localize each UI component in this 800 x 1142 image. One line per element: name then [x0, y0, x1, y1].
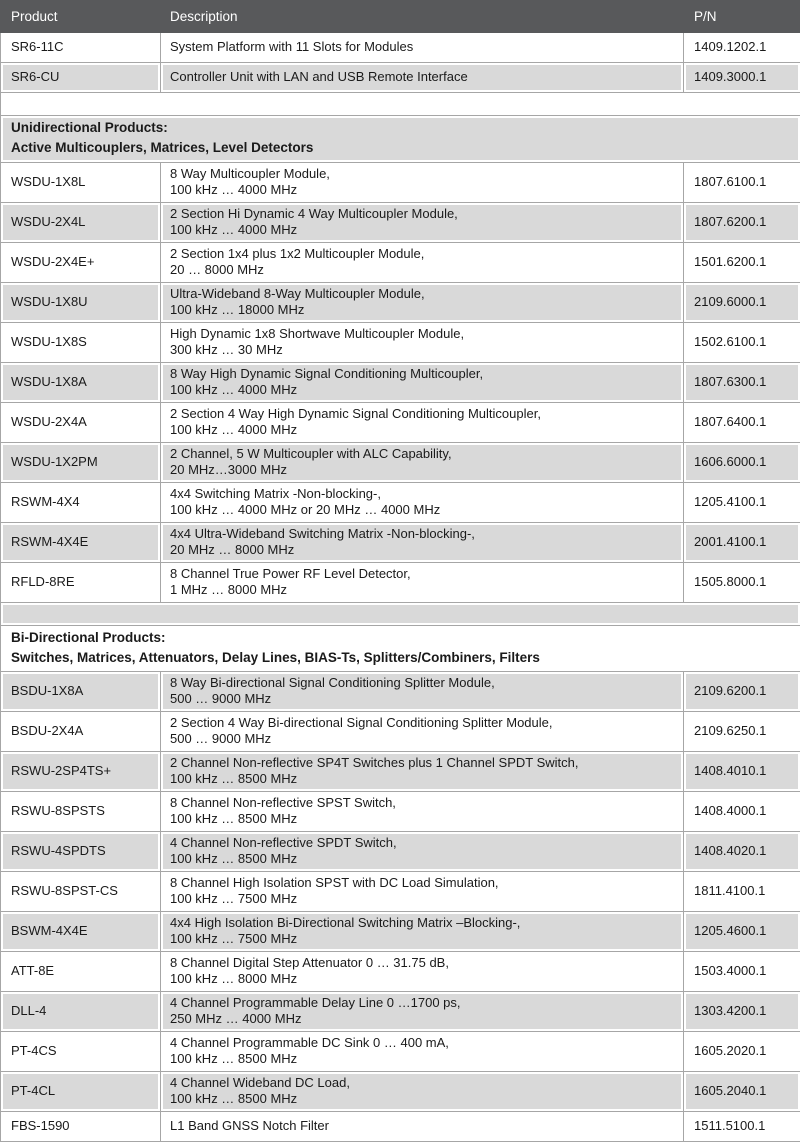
table-row — [1, 402, 800, 442]
product-cell: WSDU-2X4E+ — [1, 242, 161, 282]
column-header-product: Product — [1, 1, 161, 33]
description-cell — [161, 482, 684, 522]
column-header-description: Description — [161, 1, 684, 33]
description-line: System Platform with 11 Slots for Modules — [170, 39, 677, 55]
pn-cell: 1205.4600.1 — [684, 912, 800, 952]
description-line: 100 kHz … 8000 MHz — [170, 971, 677, 987]
description-line: 4x4 Ultra-Wideband Switching Matrix -Non-blocking-, — [170, 526, 677, 542]
table-row — [1, 522, 800, 562]
product-cell: RSWU-8SPSTS — [1, 792, 161, 832]
description-line: 500 … 9000 MHz — [170, 691, 677, 707]
description-line: 8 Way Bi-directional Signal Conditioning Splitter Module, — [170, 675, 677, 691]
pn-cell: 1409.3000.1 — [684, 63, 800, 93]
table-row — [1, 1112, 800, 1142]
pn-cell: 2001.4100.1 — [684, 522, 800, 562]
description-cell — [161, 792, 684, 832]
product-cell: WSDU-1X2PM — [1, 442, 161, 482]
description-line: 8 Way High Dynamic Signal Conditioning Multicoupler, — [170, 366, 677, 382]
description-line: 2 Section 4 Way High Dynamic Signal Conditioning Multicoupler, — [170, 406, 677, 422]
description-line: 8 Channel Digital Step Attenuator 0 … 31.75 dB, — [170, 955, 677, 971]
table-row — [1, 872, 800, 912]
description-line: 1 MHz … 8000 MHz — [170, 582, 677, 598]
section-header-line: Bi-Directional Products: — [11, 628, 792, 648]
product-cell: RSWU-8SPST-CS — [1, 872, 161, 912]
pn-cell: 1605.2020.1 — [684, 1032, 800, 1072]
product-cell: RSWM-4X4E — [1, 522, 161, 562]
pn-cell: 2109.6250.1 — [684, 712, 800, 752]
description-cell — [161, 832, 684, 872]
description-cell — [161, 362, 684, 402]
description-cell — [161, 672, 684, 712]
description-line: 4x4 Switching Matrix -Non-blocking-, — [170, 486, 677, 502]
spacer-row — [1, 93, 800, 116]
table-row — [1, 792, 800, 832]
product-cell: BSDU-2X4A — [1, 712, 161, 752]
description-line: 4 Channel Non-reflective SPDT Switch, — [170, 835, 677, 851]
description-line: 20 … 8000 MHz — [170, 262, 677, 278]
description-line: 4 Channel Programmable DC Sink 0 … 400 mA, — [170, 1035, 677, 1051]
description-line: High Dynamic 1x8 Shortwave Multicoupler Module, — [170, 326, 677, 342]
product-cell: SR6-11C — [1, 33, 161, 63]
product-cell: SR6-CU — [1, 63, 161, 93]
table-row — [1, 752, 800, 792]
pn-cell: 1807.6200.1 — [684, 202, 800, 242]
description-line: 4 Channel Programmable Delay Line 0 …1700 ps, — [170, 995, 677, 1011]
product-cell: FBS-1590 — [1, 1112, 161, 1142]
pn-cell: 1303.4200.1 — [684, 992, 800, 1032]
description-cell — [161, 872, 684, 912]
description-line: 100 kHz … 18000 MHz — [170, 302, 677, 318]
product-cell: ATT-8E — [1, 952, 161, 992]
description-line: 20 MHz…3000 MHz — [170, 462, 677, 478]
description-line: 100 kHz … 8500 MHz — [170, 771, 677, 787]
table-row — [1, 162, 800, 202]
header-row — [1, 1, 800, 33]
table-row — [1, 832, 800, 872]
product-cell: DLL-4 — [1, 992, 161, 1032]
table-row — [1, 992, 800, 1032]
table-row — [1, 362, 800, 402]
description-line: 20 MHz … 8000 MHz — [170, 542, 677, 558]
table-row — [1, 282, 800, 322]
product-cell: RSWU-4SPDTS — [1, 832, 161, 872]
product-cell: WSDU-1X8S — [1, 322, 161, 362]
description-cell — [161, 752, 684, 792]
description-cell — [161, 242, 684, 282]
description-line: 2 Channel, 5 W Multicoupler with ALC Capability, — [170, 446, 677, 462]
section-header-line: Active Multicouplers, Matrices, Level Detectors — [11, 138, 792, 158]
spacer-cell — [1, 93, 800, 116]
table-row — [1, 712, 800, 752]
description-cell — [161, 322, 684, 362]
table-row — [1, 1032, 800, 1072]
description-line: 2 Section Hi Dynamic 4 Way Multicoupler Module, — [170, 206, 677, 222]
pn-cell: 1605.2040.1 — [684, 1072, 800, 1112]
table-header — [1, 1, 800, 33]
pn-cell: 2109.6200.1 — [684, 672, 800, 712]
pn-cell: 1606.6000.1 — [684, 442, 800, 482]
pn-cell: 1205.4100.1 — [684, 482, 800, 522]
pn-cell: 1408.4000.1 — [684, 792, 800, 832]
description-cell — [161, 202, 684, 242]
description-line: 4 Channel Wideband DC Load, — [170, 1075, 677, 1091]
product-cell: PT-4CL — [1, 1072, 161, 1112]
description-line: 2 Section 1x4 plus 1x2 Multicoupler Module, — [170, 246, 677, 262]
section-header-row — [1, 116, 800, 163]
description-cell — [161, 63, 684, 93]
column-header-pn: P/N — [684, 1, 800, 33]
description-cell — [161, 162, 684, 202]
description-cell — [161, 1112, 684, 1142]
pn-cell: 2109.6000.1 — [684, 282, 800, 322]
description-line: 100 kHz … 7500 MHz — [170, 891, 677, 907]
table-row — [1, 63, 800, 93]
product-cell: BSWM-4X4E — [1, 912, 161, 952]
pn-cell: 1502.6100.1 — [684, 322, 800, 362]
description-line: 100 kHz … 4000 MHz or 20 MHz … 4000 MHz — [170, 502, 677, 518]
pn-cell: 1811.4100.1 — [684, 872, 800, 912]
table-row — [1, 442, 800, 482]
description-line: 2 Section 4 Way Bi-directional Signal Conditioning Splitter Module, — [170, 715, 677, 731]
description-line: 8 Channel True Power RF Level Detector, — [170, 566, 677, 582]
table-row — [1, 1072, 800, 1112]
section-header-line: Switches, Matrices, Attenuators, Delay Lines, BIAS-Ts, Splitters/Combiners, Filters — [11, 648, 792, 668]
description-cell — [161, 712, 684, 752]
product-cell: WSDU-2X4L — [1, 202, 161, 242]
description-line: Ultra-Wideband 8-Way Multicoupler Module, — [170, 286, 677, 302]
table-row — [1, 482, 800, 522]
description-cell — [161, 912, 684, 952]
product-cell: WSDU-1X8U — [1, 282, 161, 322]
description-line: 8 Channel Non-reflective SPST Switch, — [170, 795, 677, 811]
product-cell: BSDU-1X8A — [1, 672, 161, 712]
pn-cell: 1807.6400.1 — [684, 402, 800, 442]
spacer-row — [1, 602, 800, 625]
section-header-row — [1, 625, 800, 672]
spacer-cell — [1, 602, 800, 625]
product-cell: WSDU-2X4A — [1, 402, 161, 442]
description-cell — [161, 282, 684, 322]
table-row — [1, 33, 800, 63]
pn-cell: 1408.4010.1 — [684, 752, 800, 792]
description-line: 100 kHz … 8500 MHz — [170, 1091, 677, 1107]
description-line: 4x4 High Isolation Bi-Directional Switching Matrix –Blocking-, — [170, 915, 677, 931]
product-cell: RSWM-4X4 — [1, 482, 161, 522]
description-line: 300 kHz … 30 MHz — [170, 342, 677, 358]
description-cell — [161, 992, 684, 1032]
table-row — [1, 562, 800, 602]
description-line: L1 Band GNSS Notch Filter — [170, 1118, 677, 1134]
product-cell: RSWU-2SP4TS+ — [1, 752, 161, 792]
pn-cell: 1505.8000.1 — [684, 562, 800, 602]
pn-cell: 1409.1202.1 — [684, 33, 800, 63]
pn-cell: 1501.6200.1 — [684, 242, 800, 282]
product-cell: PT-4CS — [1, 1032, 161, 1072]
pn-cell: 1511.5100.1 — [684, 1112, 800, 1142]
table-row — [1, 242, 800, 282]
description-line: 8 Way Multicoupler Module, — [170, 166, 677, 182]
description-cell — [161, 562, 684, 602]
product-cell: RFLD-8RE — [1, 562, 161, 602]
table-row — [1, 912, 800, 952]
description-line: 100 kHz … 4000 MHz — [170, 182, 677, 198]
description-line: 100 kHz … 7500 MHz — [170, 931, 677, 947]
table-row — [1, 202, 800, 242]
description-line: 2 Channel Non-reflective SP4T Switches plus 1 Channel SPDT Switch, — [170, 755, 677, 771]
description-line: 100 kHz … 4000 MHz — [170, 382, 677, 398]
description-line: 100 kHz … 8500 MHz — [170, 851, 677, 867]
description-line: 8 Channel High Isolation SPST with DC Load Simulation, — [170, 875, 677, 891]
description-cell — [161, 1032, 684, 1072]
pn-cell: 1408.4020.1 — [684, 832, 800, 872]
description-line: Controller Unit with LAN and USB Remote Interface — [170, 69, 677, 85]
description-line: 500 … 9000 MHz — [170, 731, 677, 747]
pn-cell: 1503.4000.1 — [684, 952, 800, 992]
pn-cell: 1807.6100.1 — [684, 162, 800, 202]
table-body — [1, 33, 800, 1142]
description-cell — [161, 442, 684, 482]
description-line: 250 MHz … 4000 MHz — [170, 1011, 677, 1027]
description-line: 100 kHz … 4000 MHz — [170, 422, 677, 438]
product-cell: WSDU-1X8L — [1, 162, 161, 202]
description-cell — [161, 402, 684, 442]
section-header-line: Unidirectional Products: — [11, 118, 792, 138]
description-line: 100 kHz … 8500 MHz — [170, 1051, 677, 1067]
description-cell — [161, 1072, 684, 1112]
table-row — [1, 322, 800, 362]
description-cell — [161, 33, 684, 63]
pn-cell: 1807.6300.1 — [684, 362, 800, 402]
description-line: 100 kHz … 8500 MHz — [170, 811, 677, 827]
product-cell: WSDU-1X8A — [1, 362, 161, 402]
description-line: 100 kHz … 4000 MHz — [170, 222, 677, 238]
table-row — [1, 672, 800, 712]
table-row — [1, 952, 800, 992]
description-cell — [161, 952, 684, 992]
description-cell — [161, 522, 684, 562]
section-header-cell — [1, 625, 800, 672]
section-header-cell — [1, 116, 800, 163]
